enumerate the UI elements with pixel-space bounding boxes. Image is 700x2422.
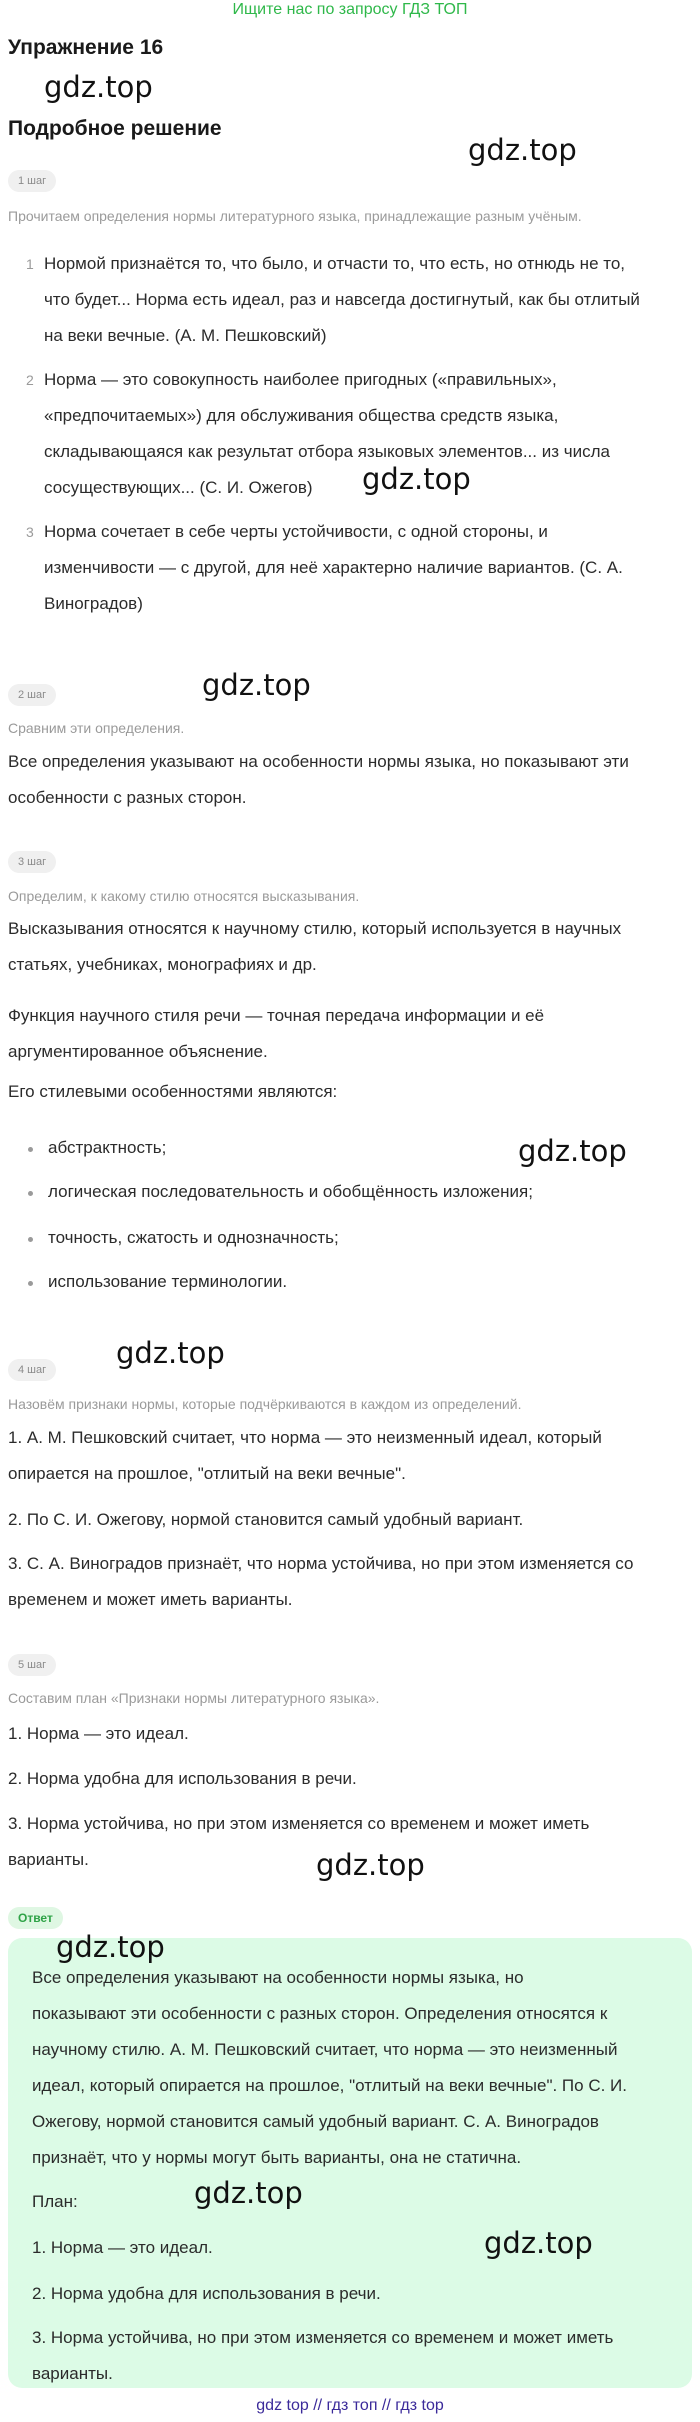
watermark: gdz.top [362, 462, 471, 496]
feature-item: абстрактность; [48, 1138, 167, 1157]
answer-plan-item: 1. Норма — это идеал. [32, 2238, 213, 2257]
step-badge-1: 1 шаг [8, 170, 56, 192]
step-hint-5: Составим план «Признаки нормы литературного языка». [8, 1690, 380, 1706]
step-badge-5: 5 шаг [8, 1654, 56, 1676]
definition-item: Норма сочетает в себе черты устойчивости, с одной стороны, и изменчивости — с другой, для неё характерно наличие вариантов. (С. А. Виноградов) [44, 522, 623, 613]
definition-number: 2 [26, 372, 34, 388]
step-5-item: 1. Норма — это идеал. [8, 1724, 189, 1743]
step-3-text-3: Его стилевыми особенностями являются: [8, 1082, 338, 1101]
bullet [28, 1191, 33, 1196]
bullet [28, 1237, 33, 1242]
step-hint-3: Определим, к какому стилю относятся высказывания. [8, 888, 360, 904]
definition-item: Нормой признаётся то, что было, и отчасти то, что есть, но отнюдь не то, что будет... Норма есть идеал, раз и навсегда достигнутый, как бы отлитый на веки вечные. (А. М. Пешковский) [44, 254, 640, 345]
page-subtitle: Подробное решение [8, 117, 222, 140]
footer-links[interactable]: gdz top // гдз топ // гдз top [256, 2397, 444, 2414]
watermark: gdz.top [116, 1336, 225, 1370]
step-badge-4: 4 шаг [8, 1359, 56, 1381]
definition-number: 3 [26, 524, 34, 540]
feature-item: использование терминологии. [48, 1272, 288, 1291]
answer-text: Все определения указывают на особенности нормы языка, но показывают эти особенности с разных сторон. Определения относятся к научному стилю. А. М. Пешковский считает, что норма — это неизменный идеал, который опирается на прошлое, "отлитый на веки вечные". По С. И. Ожегову, нормой становится самый удобный вариант. С. А. Виноградов признаёт, что у нормы могут быть варианты, она не статична. [32, 1968, 627, 2167]
watermark: gdz.top [56, 1930, 165, 1964]
bullet [28, 1147, 33, 1152]
definition-item: Норма — это совокупность наиболее пригодных («правильных», «предпочитаемых») для обслуживания общества средств языка, складывающаяся как результат отбора языковых элементов... из числа сосуществующих... (С. И. Ожегов) [44, 370, 610, 497]
step-5-item: 3. Норма устойчива, но при этом изменяется со временем и может иметь варианты. [8, 1814, 590, 1869]
step-4-item: 2. По С. И. Ожегову, нормой становится самый удобный вариант. [8, 1510, 524, 1529]
answer-plan-item: 3. Норма устойчива, но при этом изменяется со временем и может иметь варианты. [32, 2328, 614, 2383]
watermark: gdz.top [518, 1134, 627, 1168]
step-4-item: 3. С. А. Виноградов признаёт, что норма устойчива, но при этом изменяется со временем и может иметь варианты. [8, 1554, 634, 1609]
top-banner: Ищите нас по запросу ГДЗ ТОП [232, 1, 468, 18]
step-4-item: 1. А. М. Пешковский считает, что норма — это неизменный идеал, который опирается на прошлое, "отлитый на веки вечные". [8, 1428, 602, 1483]
step-3-text-1: Высказывания относятся к научному стилю, который используется в научных статьях, учебниках, монографиях и др. [8, 919, 622, 974]
definition-number: 1 [26, 256, 34, 272]
watermark: gdz.top [468, 133, 577, 167]
answer-badge: Ответ [8, 1907, 63, 1929]
answer-plan-item: 2. Норма удобна для использования в речи. [32, 2284, 381, 2303]
step-badge-2: 2 шаг [8, 684, 56, 706]
step-hint-1: Прочитаем определения нормы литературного языка, принадлежащие разным учёным. [8, 208, 582, 224]
watermark: gdz.top [44, 70, 153, 104]
watermark: gdz.top [316, 1848, 425, 1882]
step-3-text-2: Функция научного стиля речи — точная передача информации и её аргументированное объяснение. [8, 1006, 545, 1061]
step-5-item: 2. Норма удобна для использования в речи. [8, 1769, 357, 1788]
watermark: gdz.top [194, 2176, 303, 2210]
bullet [28, 1281, 33, 1286]
answer-plan-label: План: [32, 2192, 78, 2211]
page-title: Упражнение 16 [8, 36, 164, 59]
step-hint-4: Назовём признаки нормы, которые подчёркиваются в каждом из определений. [8, 1396, 522, 1412]
feature-item: точность, сжатость и однозначность; [48, 1228, 339, 1247]
feature-item: логическая последовательность и обобщённость изложения; [48, 1182, 533, 1201]
watermark: gdz.top [202, 668, 311, 702]
step-hint-2: Сравним эти определения. [8, 720, 185, 736]
step-2-text: Все определения указывают на особенности нормы языка, но показывают эти особенности с разных сторон. [8, 752, 629, 807]
watermark: gdz.top [484, 2226, 593, 2260]
step-badge-3: 3 шаг [8, 851, 56, 873]
